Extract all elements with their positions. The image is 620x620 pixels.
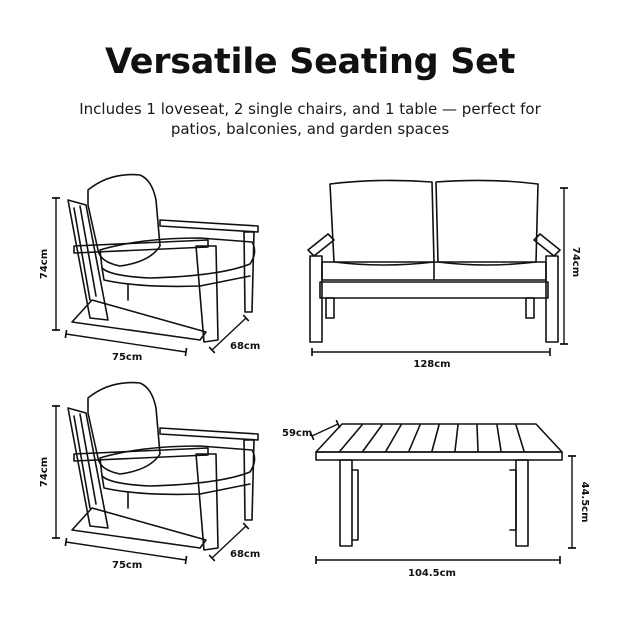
table-width-label: 104.5cm <box>408 568 456 579</box>
loveseat-width-label: 128cm <box>413 359 451 370</box>
loveseat-illustration <box>308 180 560 342</box>
loveseat-dimension-lines <box>312 188 564 352</box>
table-depth-label: 59cm <box>282 428 313 439</box>
loveseat-height-label: 74cm <box>570 246 581 278</box>
armchair-top-drawing <box>39 175 260 363</box>
armchair-bottom-height-label: 74cm <box>39 456 50 488</box>
table-drawing <box>282 424 590 579</box>
loveseat-drawing <box>308 180 581 370</box>
armchair-top-illustration <box>68 175 258 342</box>
armchair-top-height-label: 74cm <box>39 248 50 280</box>
armchair-top-depth-label: 68cm <box>230 341 261 352</box>
table-dimension-lines <box>312 424 572 560</box>
armchair-bottom-illustration <box>68 383 258 550</box>
armchair-bottom-drawing <box>39 383 260 571</box>
table-height-label: 44.5cm <box>579 481 590 523</box>
page-subtitle: Includes 1 loveseat, 2 single chairs, and 1 table — perfect for patios, balconies, and garden spaces <box>79 100 541 138</box>
page-title: Versatile Seating Set <box>104 42 516 82</box>
armchair-bottom-depth-label: 68cm <box>230 549 261 560</box>
armchair-bottom-width-label: 75cm <box>112 560 143 571</box>
armchair-top-width-label: 75cm <box>112 352 143 363</box>
table-illustration <box>316 424 562 546</box>
